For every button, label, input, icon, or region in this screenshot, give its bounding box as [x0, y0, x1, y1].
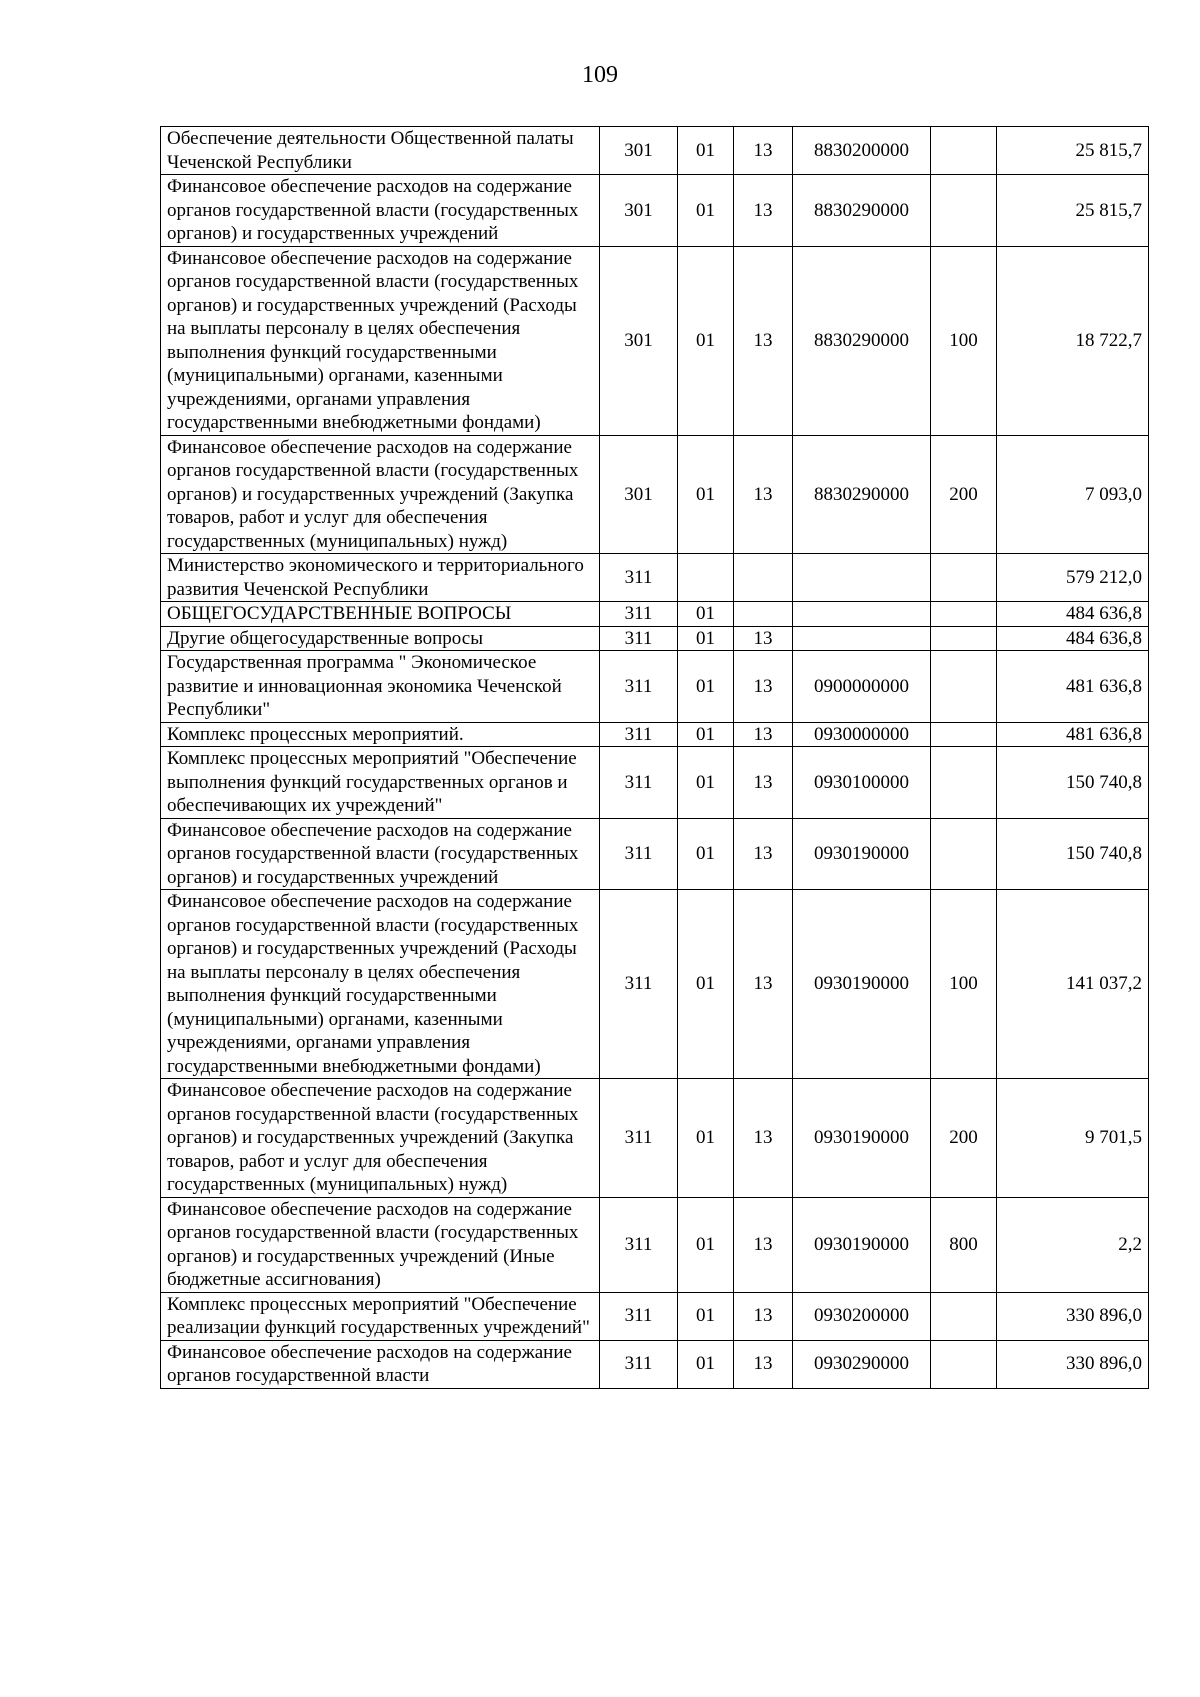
row-ved: 301 [600, 127, 678, 175]
row-pr: 13 [734, 435, 793, 554]
row-amount: 330 896,0 [997, 1340, 1149, 1388]
table-row [161, 175, 1149, 247]
row-pr: 13 [734, 1197, 793, 1292]
row-pr [734, 602, 793, 627]
table-row [161, 1079, 1149, 1198]
row-ved: 311 [600, 626, 678, 651]
table-row [161, 818, 1149, 890]
row-amount: 9 701,5 [997, 1079, 1149, 1198]
budget-table [160, 126, 1149, 1389]
table-row [161, 127, 1149, 175]
row-vr [931, 651, 997, 723]
row-amount: 18 722,7 [997, 246, 1149, 435]
row-vr [931, 554, 997, 602]
row-csr: 0930190000 [793, 890, 931, 1079]
row-pr: 13 [734, 651, 793, 723]
row-vr [931, 722, 997, 747]
row-vr: 800 [931, 1197, 997, 1292]
row-ved: 301 [600, 435, 678, 554]
row-vr: 100 [931, 890, 997, 1079]
row-rz: 01 [678, 127, 734, 175]
row-rz: 01 [678, 626, 734, 651]
row-amount: 484 636,8 [997, 602, 1149, 627]
table-row [161, 554, 1149, 602]
row-pr: 13 [734, 1292, 793, 1340]
row-ved: 311 [600, 818, 678, 890]
row-name: Финансовое обеспечение расходов на содержание органов государственной власти (государственных органов) и государственных учреждений (Иные бюджетные ассигнования) [161, 1197, 600, 1292]
row-csr: 0930290000 [793, 1340, 931, 1388]
row-csr: 0930100000 [793, 747, 931, 819]
row-name: Финансовое обеспечение расходов на содержание органов государственной власти (государственных органов) и государственных учреждений (Закупка товаров, работ и услуг для обеспечения государственных (муниципальных) нужд) [161, 1079, 600, 1198]
row-csr: 0930200000 [793, 1292, 931, 1340]
table-row [161, 890, 1149, 1079]
row-name: Финансовое обеспечение расходов на содержание органов государственной власти (государственных органов) и государственных учреждений [161, 175, 600, 247]
row-amount: 25 815,7 [997, 127, 1149, 175]
row-rz: 01 [678, 818, 734, 890]
row-rz: 01 [678, 602, 734, 627]
row-csr: 0930190000 [793, 1197, 931, 1292]
row-ved: 311 [600, 890, 678, 1079]
row-rz: 01 [678, 435, 734, 554]
row-rz: 01 [678, 1292, 734, 1340]
row-pr: 13 [734, 818, 793, 890]
row-amount: 25 815,7 [997, 175, 1149, 247]
row-name: Финансовое обеспечение расходов на содержание органов государственной власти (государственных органов) и государственных учреждений (Расходы на выплаты персоналу в целях обеспечения выполнения функций государственными (муниципальными) органами, казенными учреждениями, органами управления государственными внебюджетными фондами) [161, 890, 600, 1079]
table-row [161, 602, 1149, 627]
row-pr: 13 [734, 722, 793, 747]
row-ved: 311 [600, 1197, 678, 1292]
row-pr: 13 [734, 626, 793, 651]
row-vr [931, 818, 997, 890]
row-name: ОБЩЕГОСУДАРСТВЕННЫЕ ВОПРОСЫ [161, 602, 600, 627]
row-amount: 2,2 [997, 1197, 1149, 1292]
row-ved: 311 [600, 602, 678, 627]
row-vr: 100 [931, 246, 997, 435]
row-amount: 484 636,8 [997, 626, 1149, 651]
row-amount: 330 896,0 [997, 1292, 1149, 1340]
row-pr: 13 [734, 747, 793, 819]
row-vr [931, 1340, 997, 1388]
row-ved: 311 [600, 1079, 678, 1198]
row-name: Комплекс процессных мероприятий. [161, 722, 600, 747]
row-name: Финансовое обеспечение расходов на содержание органов государственной власти (государственных органов) и государственных учреждений [161, 818, 600, 890]
row-rz [678, 554, 734, 602]
row-pr: 13 [734, 890, 793, 1079]
row-name: Министерство экономического и территориального развития Чеченской Республики [161, 554, 600, 602]
row-ved: 301 [600, 246, 678, 435]
row-name: Финансовое обеспечение расходов на содержание органов государственной власти (государственных органов) и государственных учреждений (Расходы на выплаты персоналу в целях обеспечения выполнения функций государственными (муниципальными) органами, казенными учреждениями, органами управления государственными внебюджетными фондами) [161, 246, 600, 435]
row-rz: 01 [678, 1340, 734, 1388]
row-rz: 01 [678, 1079, 734, 1198]
row-amount: 481 636,8 [997, 651, 1149, 723]
row-ved: 311 [600, 722, 678, 747]
row-ved: 311 [600, 651, 678, 723]
row-pr: 13 [734, 1079, 793, 1198]
table-row [161, 1197, 1149, 1292]
row-name: Обеспечение деятельности Общественной палаты Чеченской Республики [161, 127, 600, 175]
row-vr [931, 626, 997, 651]
row-csr: 0930190000 [793, 1079, 931, 1198]
row-vr [931, 747, 997, 819]
row-rz: 01 [678, 722, 734, 747]
row-csr: 8830290000 [793, 175, 931, 247]
row-rz: 01 [678, 651, 734, 723]
row-rz: 01 [678, 747, 734, 819]
table-row [161, 626, 1149, 651]
row-vr: 200 [931, 1079, 997, 1198]
row-ved: 311 [600, 1292, 678, 1340]
table-row [161, 722, 1149, 747]
row-vr [931, 175, 997, 247]
row-vr [931, 127, 997, 175]
table-row [161, 747, 1149, 819]
row-vr: 200 [931, 435, 997, 554]
row-csr [793, 554, 931, 602]
row-csr: 0900000000 [793, 651, 931, 723]
row-name: Комплекс процессных мероприятий "Обеспечение выполнения функций государственных органов и обеспечивающих их учреждений" [161, 747, 600, 819]
row-ved: 311 [600, 554, 678, 602]
row-csr: 0930000000 [793, 722, 931, 747]
row-amount: 141 037,2 [997, 890, 1149, 1079]
table-row [161, 1340, 1149, 1388]
row-amount: 150 740,8 [997, 747, 1149, 819]
row-csr [793, 602, 931, 627]
row-rz: 01 [678, 175, 734, 247]
row-ved: 311 [600, 1340, 678, 1388]
row-csr: 0930190000 [793, 818, 931, 890]
row-name: Государственная программа " Экономическое развитие и инновационная экономика Чеченской Республики" [161, 651, 600, 723]
row-name: Комплекс процессных мероприятий "Обеспечение реализации функций государственных учреждений" [161, 1292, 600, 1340]
table-row [161, 435, 1149, 554]
row-csr: 8830200000 [793, 127, 931, 175]
row-name: Финансовое обеспечение расходов на содержание органов государственной власти (государственных органов) и государственных учреждений (Закупка товаров, работ и услуг для обеспечения государственных (муниципальных) нужд) [161, 435, 600, 554]
row-rz: 01 [678, 890, 734, 1079]
row-amount: 481 636,8 [997, 722, 1149, 747]
row-amount: 7 093,0 [997, 435, 1149, 554]
table-row [161, 1292, 1149, 1340]
row-rz: 01 [678, 246, 734, 435]
row-rz: 01 [678, 1197, 734, 1292]
row-name: Финансовое обеспечение расходов на содержание органов государственной власти [161, 1340, 600, 1388]
page-number: 109 [582, 62, 618, 88]
row-ved: 301 [600, 175, 678, 247]
row-name: Другие общегосударственные вопросы [161, 626, 600, 651]
row-pr: 13 [734, 127, 793, 175]
row-amount: 150 740,8 [997, 818, 1149, 890]
row-pr: 13 [734, 175, 793, 247]
row-pr [734, 554, 793, 602]
row-csr [793, 626, 931, 651]
row-csr: 8830290000 [793, 435, 931, 554]
table-row [161, 246, 1149, 435]
row-pr: 13 [734, 1340, 793, 1388]
row-ved: 311 [600, 747, 678, 819]
row-pr: 13 [734, 246, 793, 435]
row-csr: 8830290000 [793, 246, 931, 435]
row-vr [931, 1292, 997, 1340]
table-row [161, 651, 1149, 723]
row-vr [931, 602, 997, 627]
row-amount: 579 212,0 [997, 554, 1149, 602]
